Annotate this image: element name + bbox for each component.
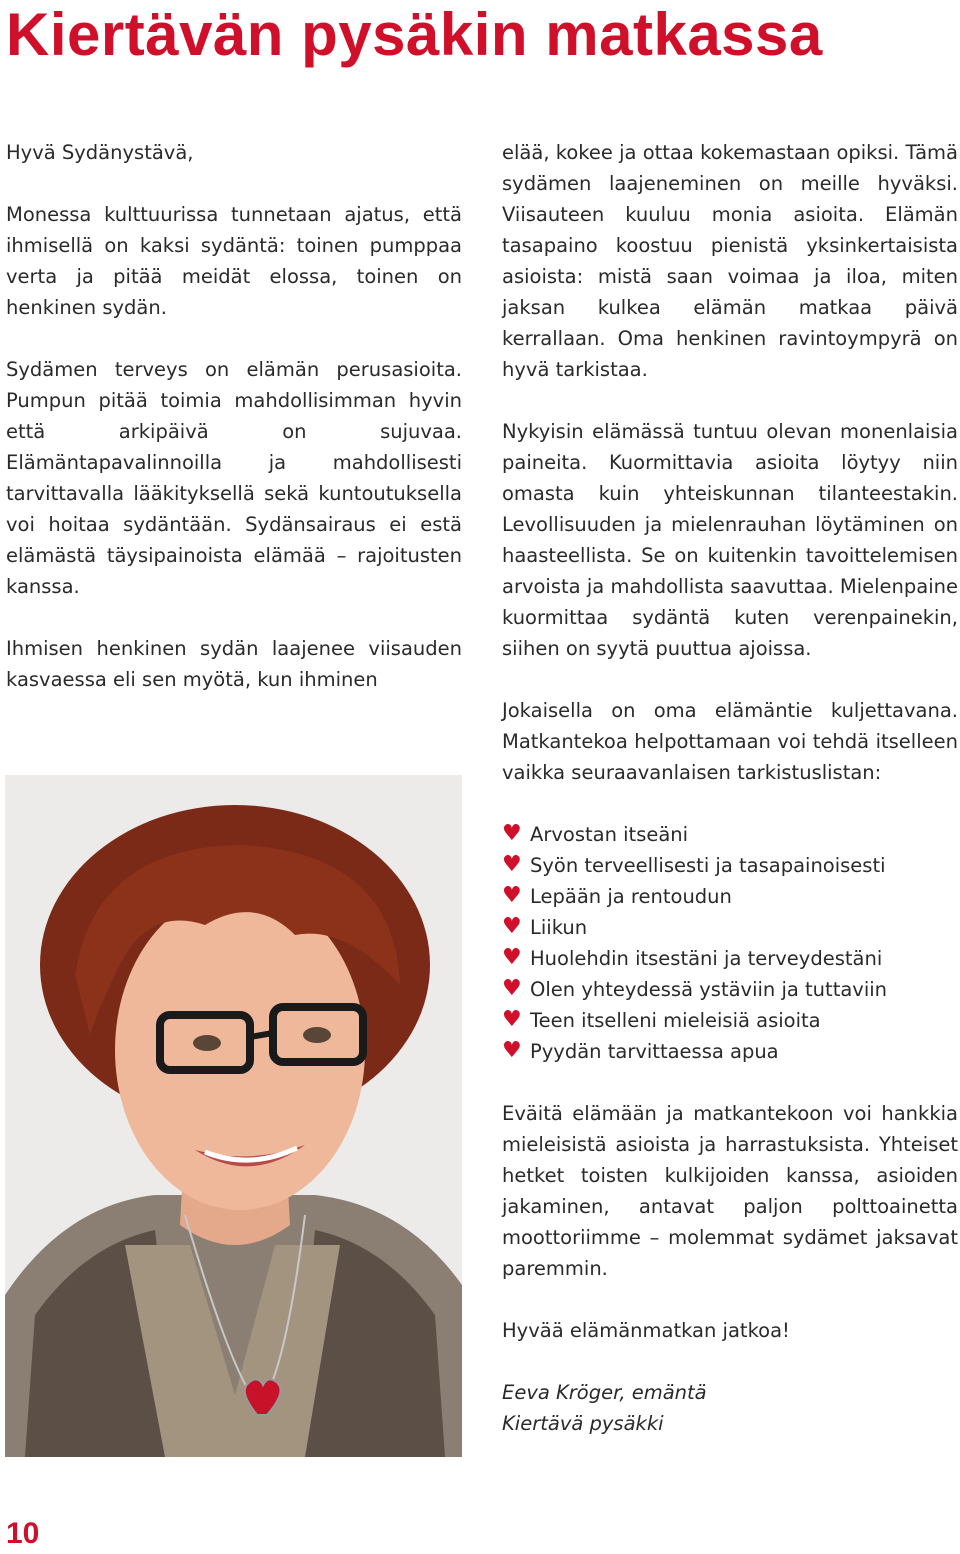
heart-icon: ♥ <box>502 1038 522 1063</box>
page-title: Kiertävän pysäkin matkassa <box>6 1 823 68</box>
body-paragraph: elää, kokee ja ottaa kokemastaan opiksi. Tämä sydämen laajeneminen on meille hyväksi. Viisauteen kuuluu monia asioita. Elämän tasapaino koostuu pienistä yksinkertaisista asioista: mistä saan voimaa ja iloa, miten jaksan kulkea elämän matkaa päivä kerrallaan. Oma henkinen ravintoympyrä on hyvä tarkistaa. <box>502 141 958 381</box>
body-paragraph: Monessa kulttuurissa tunnetaan ajatus, että ihmisellä on kaksi sydäntä: toinen pumppaa verta ja pitää meidät elossa, toinen on henkinen sydän. <box>6 203 462 319</box>
left-column <box>6 137 462 726</box>
checklist-item: ♥ Liikun <box>502 914 588 939</box>
body-paragraph: Sydämen terveys on elämän perusasioita. Pumpun pitää toimia mahdollisimman hyvin että arkipäivä on sujuvaa. Elämäntapavalinnoilla ja mahdollisesti tarvittavalla lääkityksellä sekä kuntoutuksella voi hoitaa sydäntään. Sydänsairaus ei estä elämästä täysipainoista elämää – rajoitusten kanssa. <box>6 358 462 598</box>
checklist-item: ♥ Pyydän tarvittaessa apua <box>502 1038 779 1063</box>
checklist-item: ♥ Huolehdin itsestäni ja terveydestäni <box>502 945 883 970</box>
body-paragraph: Jokaisella on oma elämäntie kuljettavana. Matkantekoa helpottamaan voi tehdä itselleen vaikka seuraavanlaisen tarkistuslistan: <box>502 699 958 784</box>
body-paragraph: Eväitä elämään ja matkantekoon voi hankkia mieleisistä asioista ja harrastuksista. Yhteiset hetket toisten kulkijoiden kanssa, asioiden jakaminen, antavat paljon polttoainetta moottoriimme – molemmat sydämet jaksavat paremmin. <box>502 1102 958 1280</box>
portrait-photo <box>5 775 462 1457</box>
checklist-item: ♥ Lepään ja rentoudun <box>502 883 732 908</box>
heart-icon: ♥ <box>502 1007 522 1032</box>
heart-icon: ♥ <box>502 976 522 1001</box>
page-number: 10 <box>6 1517 40 1550</box>
portrait-illustration <box>5 775 462 1457</box>
salutation: Hyvä Sydänystävä, <box>6 141 194 164</box>
signature <box>502 1377 958 1439</box>
body-paragraph: Nykyisin elämässä tuntuu olevan monenlaisia paineita. Kuormittavia asioita löytyy niin omasta kuin yhteiskunnan tilanteestakin. Levollisuuden ja mielenrauhan löytäminen on haasteellista. Se on kuitenkin tavoittelemisen arvoista ja mahdollista saavuttaa. Mielenpaine kuormittaa sydäntä kuten verenpainekin, siihen on syytä puuttua ajoissa. <box>502 420 958 660</box>
closing-greeting: Hyvää elämänmatkan jatkoa! <box>502 1319 790 1342</box>
heart-icon: ♥ <box>502 852 522 877</box>
checklist-item: ♥ Olen yhteydessä ystäviin ja tuttaviin <box>502 976 888 1001</box>
right-column <box>502 137 958 1439</box>
checklist-item: ♥ Arvostan itseäni <box>502 821 689 846</box>
checklist-item: ♥ Syön terveellisesti ja tasapainoisesti <box>502 852 886 877</box>
signature-name: Eeva Kröger, emäntä <box>502 1381 707 1404</box>
signature-organization: Kiertävä pysäkki <box>502 1412 664 1435</box>
heart-icon: ♥ <box>502 945 522 970</box>
checklist <box>502 819 958 1067</box>
heart-icon: ♥ <box>502 883 522 908</box>
heart-icon: ♥ <box>502 821 522 846</box>
heart-icon: ♥ <box>502 914 522 939</box>
checklist-item: ♥ Teen itselleni mieleisiä asioita <box>502 1007 821 1032</box>
body-paragraph: Ihmisen henkinen sydän laajenee viisauden kasvaessa eli sen myötä, kun ihminen <box>6 637 462 691</box>
